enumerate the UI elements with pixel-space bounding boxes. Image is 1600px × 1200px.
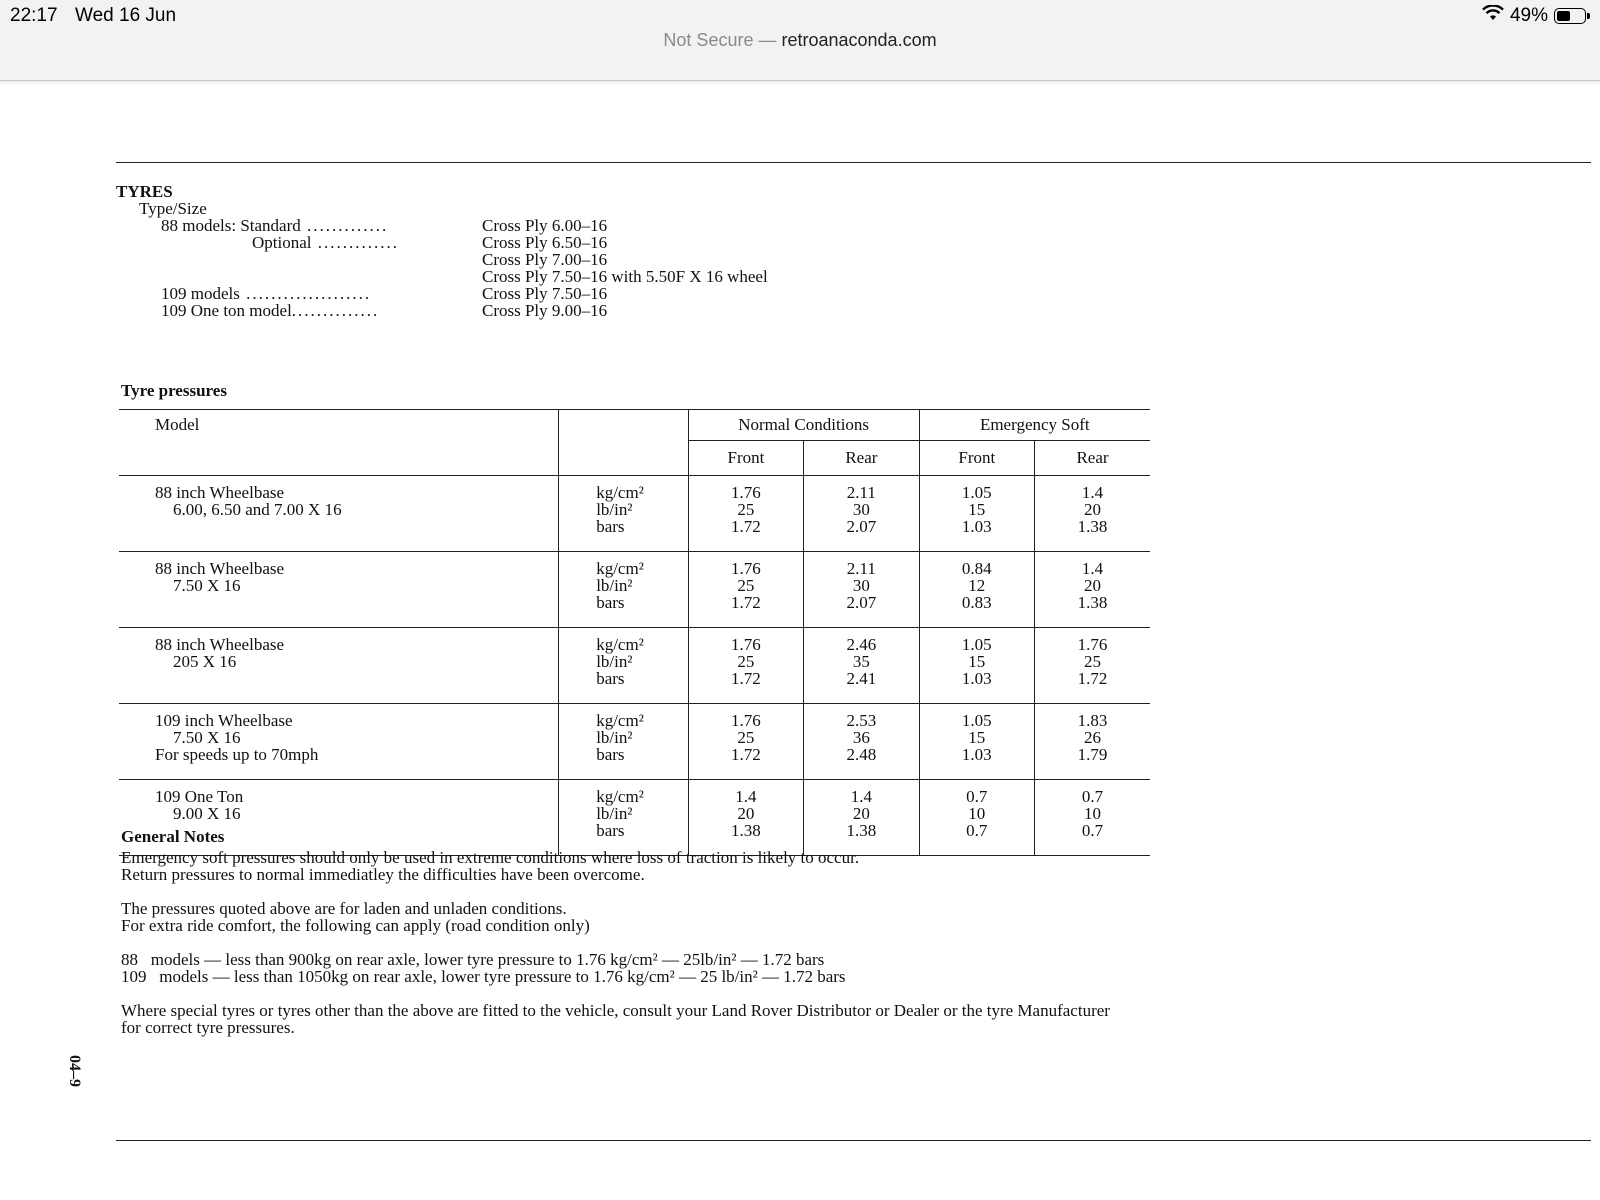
- pressure-value: 1.05: [961, 635, 992, 654]
- pressure-value: 36: [852, 728, 870, 747]
- model-name: 88 inch Wheelbase: [155, 635, 285, 654]
- model-name: 109 One Ton: [155, 787, 244, 806]
- pressure-value: 1.05: [961, 711, 992, 730]
- pressure-value: 2.11: [846, 483, 876, 502]
- table-row: [119, 704, 1150, 780]
- page-number: 04–9: [66, 1055, 83, 1087]
- pressure-value: 25: [1084, 652, 1101, 671]
- pressure-value: 1.4: [850, 787, 872, 806]
- unit-cell: [559, 628, 689, 704]
- unit-cell: [559, 552, 689, 628]
- spec-value: Cross Ply 7.50–16: [482, 284, 608, 303]
- general-notes-heading: General Notes: [121, 827, 225, 846]
- pressure-value: 10: [1084, 804, 1101, 823]
- pressure-value: 1.76: [731, 711, 761, 730]
- pressure-value: 1.76: [731, 559, 761, 578]
- unit-label: bars: [596, 821, 625, 840]
- pressure-value: 1.76: [1077, 635, 1108, 654]
- model-size: 6.00, 6.50 and 7.00 X 16: [173, 500, 342, 519]
- pressure-value: 15: [968, 500, 986, 519]
- table-row: [119, 552, 1150, 628]
- pressure-value: 1.38: [1077, 593, 1108, 612]
- normal-front-cell: [688, 552, 803, 628]
- spec-value: Cross Ply 9.00–16: [482, 301, 608, 320]
- type-size-heading: Type/Size: [139, 199, 207, 218]
- pressure-value: 1.03: [961, 745, 992, 764]
- pressure-value: 2.11: [846, 559, 876, 578]
- emerg-rear-cell: [1035, 552, 1150, 628]
- model-size: 7.50 X 16: [173, 728, 241, 747]
- spec-value: Cross Ply 6.50–16: [482, 233, 608, 252]
- unit-cell: [559, 476, 689, 552]
- table-row: [119, 780, 1150, 856]
- pressure-value: 0.7: [1081, 787, 1104, 806]
- unit-label: kg/cm²: [596, 635, 644, 654]
- pressure-value: 10: [968, 804, 986, 823]
- pressure-value: 0.83: [961, 593, 992, 612]
- unit-label: bars: [596, 745, 625, 764]
- unit-cell: [559, 704, 689, 780]
- pressure-value: 1.72: [731, 745, 761, 764]
- pressure-value: 2.53: [846, 711, 877, 730]
- pressure-value: 2.48: [846, 745, 877, 764]
- unit-label: lb/in²: [596, 728, 633, 747]
- model-size: 205 X 16: [173, 652, 237, 671]
- pressure-value: 15: [968, 652, 986, 671]
- unit-label: lb/in²: [596, 576, 633, 595]
- note-line: 88 models — less than 900kg on rear axle, lower tyre pressure to 1.76 kg/cm² — 25lb/in² — 1.72 bars: [121, 950, 825, 969]
- emerg-rear-cell: [1035, 476, 1150, 552]
- model-header: Model: [119, 410, 559, 476]
- bottom-rule: [116, 1140, 1591, 1141]
- unit-cell: [559, 780, 689, 856]
- model-name: 109 inch Wheelbase: [155, 711, 293, 730]
- emerg-front-cell: [919, 704, 1034, 780]
- note-line: For extra ride comfort, the following can apply (road condition only): [121, 916, 590, 935]
- pressure-value: 25: [737, 652, 755, 671]
- pressure-value: 1.38: [731, 821, 761, 840]
- emergency-soft-header: Emergency Soft: [919, 410, 1150, 441]
- emerg-rear-cell: [1035, 780, 1150, 856]
- normal-front-cell: [688, 476, 803, 552]
- pressure-value: 0.7: [966, 787, 988, 806]
- model-cell: [119, 628, 559, 704]
- normal-front-cell: [688, 704, 803, 780]
- emerg-rear-cell: [1035, 628, 1150, 704]
- url-domain: retroanaconda.com: [781, 30, 937, 50]
- spec-value: Cross Ply 7.00–16: [482, 250, 608, 269]
- normal-front-header: Front: [688, 441, 803, 476]
- model-size: For speeds up to 70mph: [155, 745, 319, 764]
- normal-rear-header: Rear: [804, 441, 919, 476]
- unit-label: bars: [596, 517, 625, 536]
- url-bar[interactable]: [0, 30, 1600, 51]
- spec-label: Optional .............: [252, 233, 399, 252]
- table-row: [119, 628, 1150, 704]
- pressure-value: 20: [852, 804, 870, 823]
- emergency-front-header: Front: [919, 441, 1034, 476]
- normal-rear-cell: [804, 628, 919, 704]
- model-cell: [119, 552, 559, 628]
- status-indicators: [1482, 5, 1586, 27]
- note-line: Return pressures to normal immediatley the difficulties have been overcome.: [121, 865, 645, 884]
- pressure-value: 30: [852, 500, 870, 519]
- model-cell: [119, 704, 559, 780]
- tyres-heading: TYRES: [116, 182, 173, 201]
- unit-header: [559, 410, 689, 476]
- security-label: Not Secure —: [663, 30, 777, 50]
- tyre-pressures-heading: Tyre pressures: [121, 381, 227, 400]
- note-line: Where special tyres or tyres other than the above are fitted to the vehicle, consult your Land Rover Distributor or Dealer or the tyre Manufacturer: [121, 1001, 1110, 1020]
- pressure-value: 1.4: [1081, 483, 1104, 502]
- pressure-value: 15: [968, 728, 986, 747]
- pressure-value: 1.4: [735, 787, 757, 806]
- pressure-value: 1.72: [731, 669, 761, 688]
- tyre-pressure-table: [119, 409, 1150, 856]
- top-rule: [116, 162, 1591, 163]
- unit-label: bars: [596, 593, 625, 612]
- unit-label: bars: [596, 669, 625, 688]
- emerg-front-cell: [919, 476, 1034, 552]
- unit-label: lb/in²: [596, 652, 633, 671]
- model-size: 9.00 X 16: [173, 804, 241, 823]
- unit-label: lb/in²: [596, 804, 633, 823]
- pressure-value: 1.76: [731, 483, 761, 502]
- normal-rear-cell: [804, 476, 919, 552]
- pressure-value: 20: [1084, 500, 1101, 519]
- pressure-value: 1.03: [961, 517, 992, 536]
- note-line: Emergency soft pressures should only be used in extreme conditions where loss of traction is likely to occur.: [121, 848, 860, 867]
- unit-label: kg/cm²: [596, 711, 644, 730]
- pressure-value: 0.7: [966, 821, 988, 840]
- pressure-value: 2.07: [846, 517, 877, 536]
- unit-label: kg/cm²: [596, 483, 644, 502]
- spec-label: 109 One ton model..............: [161, 301, 380, 320]
- battery-icon: [1554, 8, 1586, 24]
- document-page: [0, 82, 1600, 1200]
- normal-rear-cell: [804, 552, 919, 628]
- pressure-value: 1.72: [731, 517, 761, 536]
- pressure-value: 12: [968, 576, 986, 595]
- pressure-value: 1.79: [1077, 745, 1108, 764]
- pressure-value: 25: [737, 728, 755, 747]
- pressure-value: 26: [1084, 728, 1101, 747]
- pressure-value: 2.07: [846, 593, 877, 612]
- model-size: 7.50 X 16: [173, 576, 241, 595]
- table-row: [119, 476, 1150, 552]
- spec-label: 88 models: Standard .............: [161, 216, 389, 235]
- pressure-value: 1.05: [961, 483, 992, 502]
- pressure-value: 1.38: [846, 821, 877, 840]
- battery-percent: 49%: [1509, 5, 1548, 26]
- emergency-rear-header: Rear: [1035, 441, 1150, 476]
- spec-label: 109 models ....................: [161, 284, 372, 303]
- pressure-value: 1.03: [961, 669, 992, 688]
- browser-chrome: [0, 0, 1600, 81]
- unit-label: kg/cm²: [596, 787, 644, 806]
- wifi-icon: [1482, 5, 1504, 27]
- pressure-value: 1.83: [1077, 711, 1108, 730]
- note-line: The pressures quoted above are for laden and unladen conditions.: [121, 899, 567, 918]
- pressure-value: 1.76: [731, 635, 761, 654]
- pressure-value: 1.72: [1077, 669, 1108, 688]
- pressure-value: 20: [1084, 576, 1101, 595]
- pressure-value: 0.7: [1081, 821, 1104, 840]
- model-name: 88 inch Wheelbase: [155, 483, 285, 502]
- model-cell: [119, 476, 559, 552]
- normal-front-cell: [688, 780, 803, 856]
- pressure-value: 1.4: [1081, 559, 1104, 578]
- emerg-front-cell: [919, 552, 1034, 628]
- pressure-value: 1.72: [731, 593, 761, 612]
- pressure-value: 25: [737, 500, 755, 519]
- normal-front-cell: [688, 628, 803, 704]
- pressure-value: 2.41: [846, 669, 877, 688]
- pressure-value: 35: [852, 652, 870, 671]
- pressure-value: 0.84: [961, 559, 992, 578]
- pressure-value: 20: [737, 804, 755, 823]
- unit-label: kg/cm²: [596, 559, 644, 578]
- normal-conditions-header: Normal Conditions: [688, 410, 919, 441]
- normal-rear-cell: [804, 704, 919, 780]
- emerg-front-cell: [919, 628, 1034, 704]
- emerg-front-cell: [919, 780, 1034, 856]
- status-time: 22:17: [10, 5, 58, 26]
- pressure-value: 1.38: [1077, 517, 1108, 536]
- unit-label: lb/in²: [596, 500, 633, 519]
- status-date: Wed 16 Jun: [75, 5, 177, 26]
- model-name: 88 inch Wheelbase: [155, 559, 285, 578]
- emerg-rear-cell: [1035, 704, 1150, 780]
- normal-rear-cell: [804, 780, 919, 856]
- pressure-value: 30: [852, 576, 870, 595]
- note-line: 109 models — less than 1050kg on rear axle, lower tyre pressure to 1.76 kg/cm² — 25 lb/in² — 1.72 bars: [121, 967, 846, 986]
- spec-value: Cross Ply 7.50–16 with 5.50F X 16 wheel: [482, 267, 768, 286]
- pressure-value: 25: [737, 576, 755, 595]
- note-line: for correct tyre pressures.: [121, 1018, 295, 1037]
- spec-value: Cross Ply 6.00–16: [482, 216, 608, 235]
- pressure-value: 2.46: [846, 635, 877, 654]
